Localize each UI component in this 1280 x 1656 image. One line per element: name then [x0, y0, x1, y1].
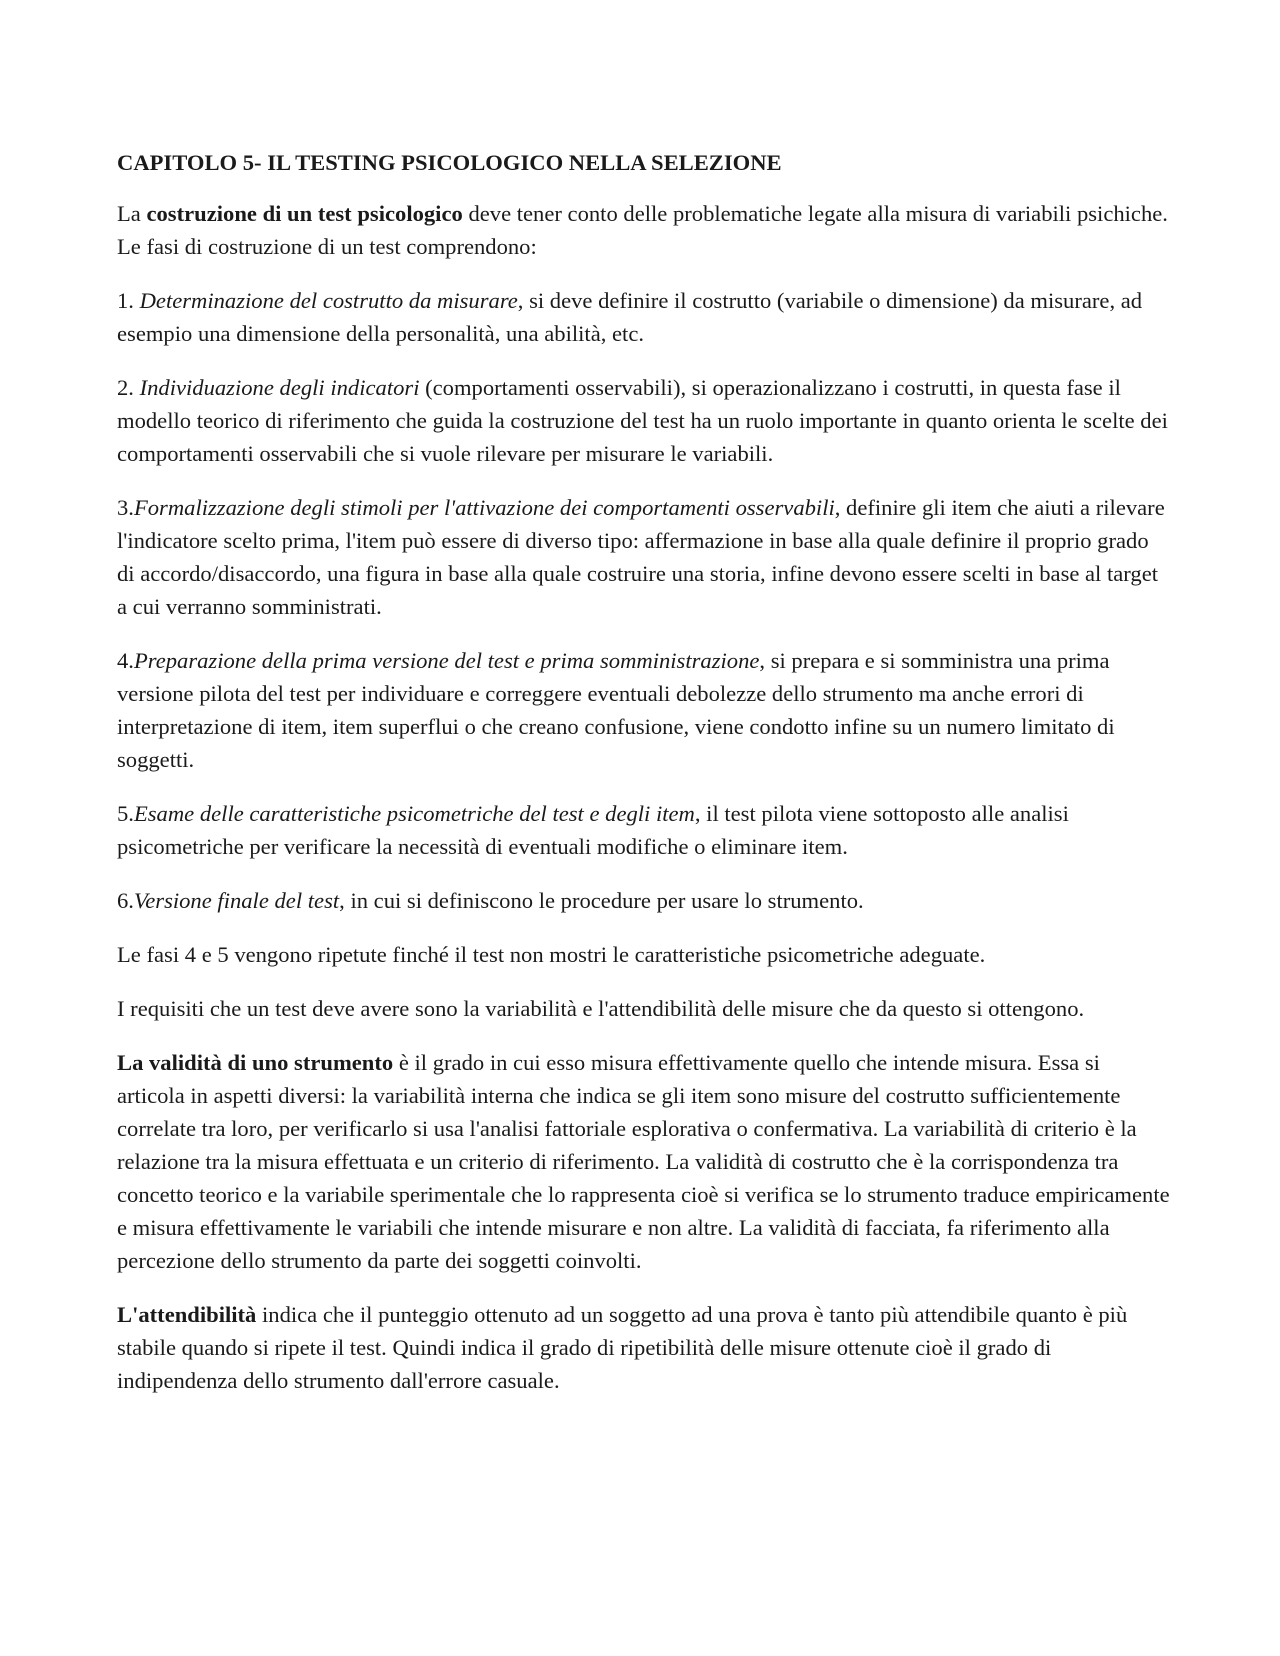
intro-text: deve tener conto delle problematiche legate alla misura di variabili psichiche. Le fasi di costruzione di un test comprendono: [117, 201, 1168, 259]
step-text: , in cui si definiscono le procedure per usare lo strumento. [339, 888, 864, 913]
document-body [117, 146, 1170, 1418]
requirements-paragraph: I requisiti che un test deve avere sono la variabilità e l'attendibilità delle misure che da questo si ottengono. [117, 996, 1085, 1021]
step-paragraph-2 [117, 371, 1170, 470]
reliability-bold-term: L'attendibilità [117, 1302, 257, 1327]
step-text: , si deve definire il costrutto (variabile o dimensione) da misurare, ad esempio una dimensione della personalità, una abilità, etc. [117, 288, 1143, 346]
step-number: 6. [117, 888, 134, 913]
step-paragraph-3 [117, 491, 1170, 623]
step-text: , definire gli item che aiuti a rilevare l'indicatore scelto prima, l'item può essere di diverso tipo: affermazione in base alla quale definire il proprio grado di accordo/disaccordo, una figura in base alla quale costruire una storia, infine devono essere scelti in base al target a cui verranno somministrati. [117, 495, 1165, 619]
step-text: , si prepara e si somministra una prima versione pilota del test per individuare e correggere eventuali debolezze dello strumento ma anche errori di interpretazione di item, item superflui o che creano confusione, viene condotto infine su un numero limitato di soggetti. [117, 648, 1115, 772]
repeat-note-paragraph: Le fasi 4 e 5 vengono ripetute finché il test non mostri le caratteristiche psicometriche adeguate. [117, 942, 986, 967]
validity-paragraph [117, 1046, 1170, 1277]
step-text: (comportamenti osservabili), si operazionalizzano i costrutti, in questa fase il modello teorico di riferimento che guida la costruzione del test ha un ruolo importante in quanto orienta le scelte dei comportamenti osservabili che si vuole rilevare per misurare le variabili. [117, 375, 1168, 466]
intro-bold-term: costruzione di un test psicologico [146, 201, 463, 226]
step-number: 5. [117, 801, 134, 826]
step-paragraph-1 [117, 284, 1170, 350]
reliability-text: indica che il punteggio ottenuto ad un soggetto ad una prova è tanto più attendibile quanto è più stabile quando si ripete il test. Quindi indica il grado di ripetibilità delle misure ottenute cioè il grado di indipendenza dello strumento dall'errore casuale. [117, 1302, 1128, 1393]
step-paragraph-4 [117, 644, 1170, 776]
step-heading: Individuazione degli indicatori [139, 375, 420, 400]
reliability-paragraph [117, 1298, 1170, 1397]
step-heading: Preparazione della prima versione del test e prima somministrazione [133, 648, 760, 673]
step-heading: Esame delle caratteristiche psicometriche del test e degli item [133, 801, 695, 826]
step-text: , il test pilota viene sottoposto alle analisi psicometriche per verificare la necessità di eventuali modifiche o eliminare item. [117, 801, 1069, 859]
validity-bold-term: La validità di uno strumento [117, 1050, 394, 1075]
chapter-title: CAPITOLO 5- IL TESTING PSICOLOGICO NELLA SELEZIONE [117, 150, 782, 175]
step-number: 2. [117, 375, 140, 400]
step-paragraph-5 [117, 797, 1170, 863]
step-heading: Determinazione del costrutto da misurare [139, 288, 518, 313]
step-number: 1. [117, 288, 140, 313]
step-heading: Formalizzazione degli stimoli per l'attivazione dei comportamenti osservabili [133, 495, 835, 520]
step-number: 4. [117, 648, 134, 673]
intro-paragraph [117, 197, 1170, 263]
step-paragraph-6 [117, 884, 1170, 917]
validity-text: è il grado in cui esso misura effettivamente quello che intende misura. Essa si articola in aspetti diversi: la variabilità interna che indica se gli item sono misure del costrutto sufficientemente correlate tra loro, per verificarlo si usa l'analisi fattoriale esplorativa o confermativa. La variabilità di criterio è la relazione tra la misura effettuata e un criterio di riferimento. La validità di costrutto che è la corrispondenza tra concetto teorico e la variabile sperimentale che lo rappresenta cioè si verifica se lo strumento traduce empiricamente e misura effettivamente le variabili che intende misurare e non altre. La validità di facciata, fa riferimento alla percezione dello strumento da parte dei soggetti coinvolti. [117, 1050, 1170, 1273]
step-heading: Versione finale del test [133, 888, 340, 913]
step-number: 3. [117, 495, 134, 520]
intro-lead: La [117, 201, 147, 226]
